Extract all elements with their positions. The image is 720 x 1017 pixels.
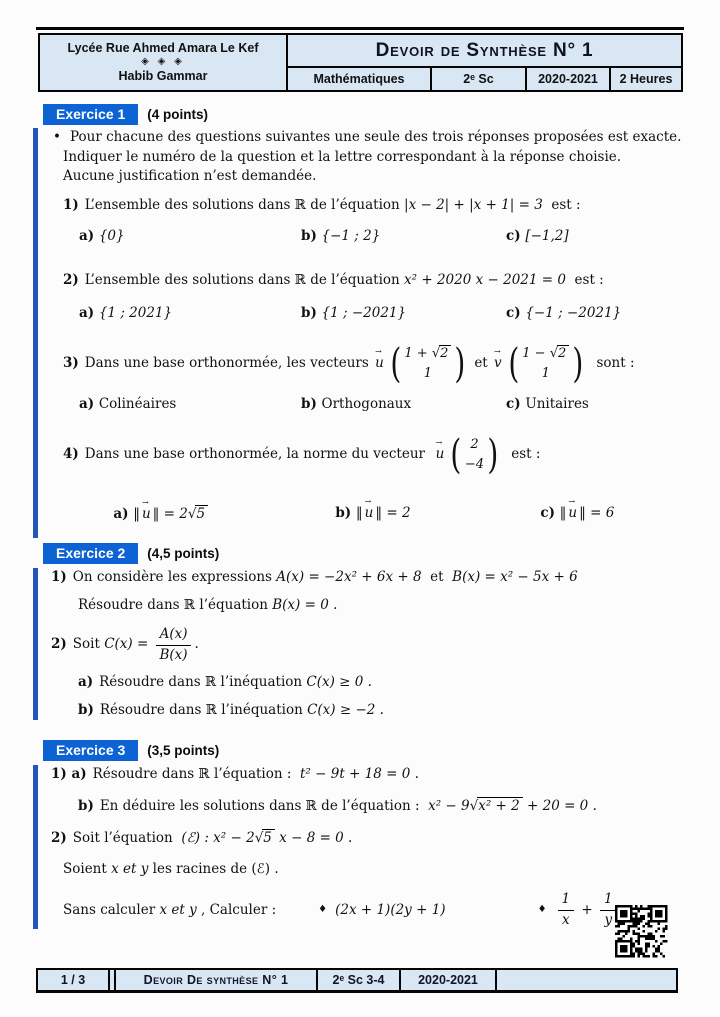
- exercise1-header: [43, 104, 208, 125]
- footer-title: Devoir De synthèse N° 1: [116, 970, 318, 990]
- q1-option-c: c) [−1,2]: [506, 228, 569, 245]
- top-rule: [36, 27, 684, 30]
- question-2: [51, 271, 685, 291]
- ex2-line-b: b) Résoudre dans ℝ l’inéquation C(x) ≥ −2 .: [78, 701, 384, 718]
- intro-line-2: Indiquer le numéro de la question et la lettre correspondant à la réponse choisie.: [63, 148, 622, 165]
- q3-option-c: c) Unitaires: [506, 395, 589, 412]
- year-cell: 2020-2021: [525, 68, 609, 90]
- footer-year: 2020-2021: [401, 970, 497, 990]
- exercise3-header: [43, 740, 219, 761]
- norm-bar: ‖: [355, 504, 363, 521]
- header-table: [38, 33, 683, 92]
- vector-u: → u: [435, 438, 445, 463]
- norm-bar: ‖: [133, 505, 140, 522]
- footer-separator: [108, 970, 116, 990]
- vector-v-components: ( 1 − √2 1 ): [508, 340, 584, 387]
- q2-number: 2): [63, 272, 79, 289]
- diamond-icon: ♦: [318, 904, 328, 916]
- school-name: Lycée Rue Ahmed Amara Le Kef: [67, 40, 259, 55]
- fraction-1-over-x: $\frac{1}{x}$: [558, 891, 575, 929]
- q4-options: [51, 489, 685, 538]
- q4-tail: est :: [502, 446, 541, 463]
- sqrt-icon: √: [469, 797, 479, 814]
- q3-tail: sont :: [587, 355, 635, 372]
- header-right-block: [288, 35, 681, 90]
- qr-code: [610, 903, 674, 959]
- exercise3-badge: Exercice 3: [43, 740, 138, 761]
- header-meta-row: [288, 66, 681, 90]
- ex3-line1: 1) a) Résoudre dans ℝ l’équation : t² − 9t + 18 = 0 .: [51, 766, 419, 782]
- exercise3-points: (3,5 points): [147, 743, 220, 758]
- vector-u: → u: [141, 497, 151, 522]
- q2-options: [51, 305, 685, 321]
- exercise1-points: (4 points): [147, 107, 209, 122]
- fraction-A-over-B: $\frac{A(x)}{B(x)}$: [156, 626, 192, 664]
- fraction-1-over-y: $\frac{1}{y}$: [600, 891, 617, 929]
- sqrt-icon: √: [187, 505, 197, 522]
- diamond-icon: ♦: [537, 904, 547, 916]
- ex2-line1: 1) On considère les expressions A(x) = −2x² + 6x + 8 et B(x) = x² − 5x + 6: [51, 568, 685, 588]
- q3-number: 3): [63, 355, 79, 372]
- q4-number: 4): [63, 446, 79, 463]
- page-number: 1 / 3: [60, 973, 86, 987]
- vector-u-components: ( 1 + √2 1 ): [390, 340, 466, 387]
- exercise1-intro: [51, 128, 685, 187]
- q4-option-b: b) ‖ → u ‖ = 2: [335, 496, 411, 521]
- q1-option-a: a) {0}: [79, 228, 125, 245]
- q2-tail: est :: [565, 272, 604, 289]
- norm-bar: ‖: [579, 504, 586, 521]
- q2-equation: x² + 2020 x − 2021 = 0: [404, 272, 566, 289]
- q3-option-b: b) Orthogonaux: [301, 395, 412, 412]
- subject-cell: Mathématiques: [313, 72, 405, 86]
- vector-arrow-icon: →: [435, 438, 443, 448]
- header-school-block: [40, 35, 288, 90]
- ex3-line5: Sans calculer x et y , Calculer : ♦ (2x + 1)(2y + 1) ♦ $\frac{1}{x}$ + $\frac{1}{y}$: [51, 891, 685, 929]
- sqrt-icon: √: [431, 346, 441, 362]
- q4-option-a: a) ‖ → u ‖ = 2√5: [79, 489, 301, 538]
- question-3: [51, 341, 685, 387]
- ex2-line3: 2) Soit C(x) = $\frac{A(x)}{B(x)}$ .: [51, 626, 199, 663]
- intro-line-1: Pour chacune des questions suivantes une seule des trois réponses proposées est exacte.: [69, 129, 682, 145]
- teacher-name: Habib Gammar: [118, 68, 208, 83]
- question-4: [51, 432, 685, 478]
- q4-lead: Dans une base orthonormée, la norme du vecteur: [84, 446, 434, 463]
- grade-cell: 2ᵉ Sc: [430, 68, 525, 90]
- q2-option-c: c) {−1 ; −2021}: [506, 304, 622, 321]
- exercise1-body: [33, 128, 685, 538]
- sqrt-icon: √: [254, 830, 264, 847]
- ex2-line2: Résoudre dans ℝ l’équation B(x) = 0 .: [78, 596, 338, 613]
- q2-option-a: a) {1 ; 2021}: [79, 304, 173, 321]
- vector-arrow-icon: →: [141, 497, 149, 507]
- expression-A: A(x) = −2x² + 6x + 8: [276, 569, 422, 585]
- q3-options: [51, 396, 685, 412]
- sqrt-icon: √: [549, 346, 559, 362]
- footer-empty-cell: [497, 970, 676, 990]
- q1-equation: |x − 2| + |x + 1| = 3: [404, 196, 543, 213]
- q4-option-c: c) ‖ → u ‖ = 6: [540, 496, 615, 521]
- q1-options: [51, 228, 685, 244]
- exercise3-body: [33, 765, 685, 929]
- footer-grade: 2ᵉ Sc 3-4: [318, 970, 401, 990]
- exercise2-badge: Exercice 2: [43, 543, 138, 564]
- q1-option-b: b) {−1 ; 2}: [301, 228, 381, 245]
- q1-tail: est :: [542, 196, 581, 213]
- vector-u-components: ( 2 −4 ): [450, 431, 499, 478]
- ex2-line-a: a) Résoudre dans ℝ l’inéquation C(x) ≥ 0 .: [78, 674, 372, 691]
- q3-mid: et: [470, 355, 493, 372]
- question-1: [51, 196, 685, 216]
- exercise2-header: [43, 543, 219, 564]
- footer-bar: [36, 968, 678, 993]
- vector-u: → u: [568, 496, 578, 521]
- ex3-line2: b) En déduire les solutions dans ℝ de l’équation : x² − 9 √x² + 2 + 20 = 0 .: [78, 797, 597, 814]
- vector-arrow-icon: →: [494, 347, 501, 357]
- q3-lead: Dans une base orthonormée, les vecteurs: [84, 355, 374, 372]
- exam-title: Devoir de Synthèse N° 1: [375, 39, 594, 61]
- vector-v: → v: [494, 347, 502, 372]
- duration-cell: 2 Heures: [609, 68, 681, 90]
- calc-item-1: (2x + 1)(2y + 1): [335, 901, 446, 918]
- ex3-line4: Soient x et y les racines de (ℰ) .: [63, 860, 279, 877]
- ex3-line3: 2) Soit l’équation (ℰ) : x² − 2 √5 x − 8 = 0 .: [51, 830, 353, 847]
- norm-bar: ‖: [152, 505, 160, 522]
- vector-arrow-icon: →: [568, 496, 576, 506]
- vector-u: → u: [364, 496, 374, 521]
- q2-option-b: b) {1 ; −2021}: [301, 304, 407, 321]
- exercise2-points: (4,5 points): [147, 546, 220, 561]
- norm-bar: ‖: [559, 504, 567, 521]
- ornament-diamonds: ◈ ◈ ◈: [141, 56, 185, 68]
- q1-lead: L’ensemble des solutions dans ℝ de l’équation: [84, 196, 405, 213]
- q3-option-a: a) Colinéaires: [79, 395, 177, 412]
- intro-line-3: Aucune justification n’est demandée.: [63, 168, 317, 185]
- vector-u: → u: [375, 347, 384, 372]
- vector-arrow-icon: →: [364, 496, 372, 506]
- q2-lead: L’ensemble des solutions dans ℝ de l’équation: [84, 272, 405, 289]
- expression-B: B(x) = x² − 5x + 6: [452, 569, 578, 585]
- bullet-icon: •: [53, 129, 61, 145]
- norm-bar: ‖: [375, 504, 383, 521]
- q1-number: 1): [63, 196, 79, 213]
- exercise1-badge: Exercice 1: [43, 104, 138, 125]
- vector-arrow-icon: →: [375, 347, 382, 357]
- exercise2-body: [33, 568, 685, 720]
